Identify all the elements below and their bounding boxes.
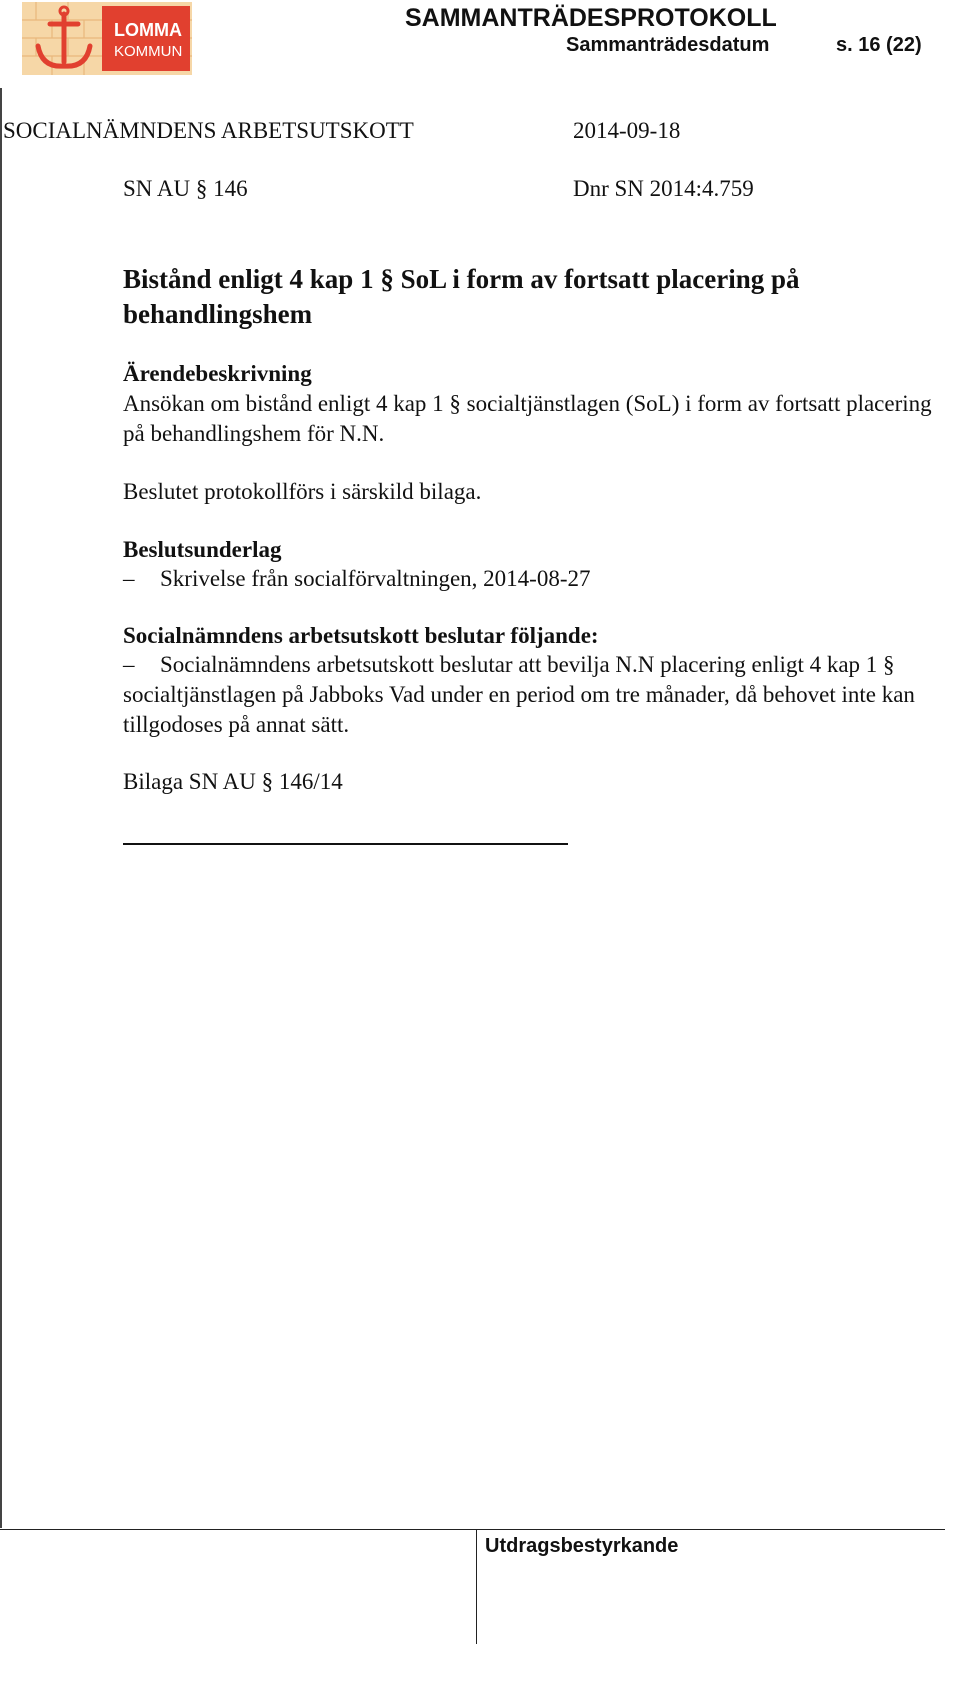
document-title: SAMMANTRÄDESPROTOKOLL <box>405 4 777 32</box>
description-heading: Ärendebeskrivning <box>123 361 312 386</box>
decision-list-item <box>123 650 953 740</box>
page-number: s. 16 (22) <box>836 34 922 56</box>
case-number: SN AU § 146 <box>123 176 248 201</box>
attachment-reference: Bilaga SN AU § 146/14 <box>123 769 343 794</box>
decision-text: Socialnämndens arbetsutskott beslutar att bevilja N.N placering enligt 4 kap 1 § socialtjänstlagen på Jabboks Vad under en period om tre månader, då behovet inte kan tillgodoses på annat sätt. <box>123 652 915 737</box>
footer-divider <box>0 1529 945 1530</box>
basis-item-text: Skrivelse från socialförvaltningen, 2014-08-27 <box>160 566 591 591</box>
bullet-dash: – <box>123 566 135 591</box>
basis-list-item <box>123 564 591 594</box>
case-heading: Bistånd enligt 4 kap 1 § SoL i form av fortsatt placering på behandlingshem <box>123 264 800 329</box>
footer-column-divider <box>476 1529 477 1644</box>
svg-text:LOMMA: LOMMA <box>114 20 182 40</box>
bullet-dash: – <box>123 652 135 677</box>
signature-line <box>123 843 568 845</box>
description-text: Ansökan om bistånd enligt 4 kap 1 § socialtjänstlagen (SoL) i form av fortsatt placering på behandlingshem för N.N. <box>123 391 932 446</box>
basis-heading: Beslutsunderlag <box>123 537 282 562</box>
description-note: Beslutet protokollförs i särskild bilaga. <box>123 479 482 504</box>
svg-text:KOMMUN: KOMMUN <box>114 43 183 60</box>
meeting-date-label: Sammanträdesdatum <box>566 34 770 56</box>
decision-heading: Socialnämndens arbetsutskott beslutar följande: <box>123 623 599 648</box>
certification-label: Utdragsbestyrkande <box>485 1535 679 1557</box>
meeting-date: 2014-09-18 <box>573 118 681 143</box>
diary-number: Dnr SN 2014:4.759 <box>573 176 754 201</box>
committee-name: SOCIALNÄMNDENS ARBETSUTSKOTT <box>3 118 414 143</box>
lomma-kommun-logo <box>22 2 192 75</box>
page-left-border <box>0 88 2 1528</box>
